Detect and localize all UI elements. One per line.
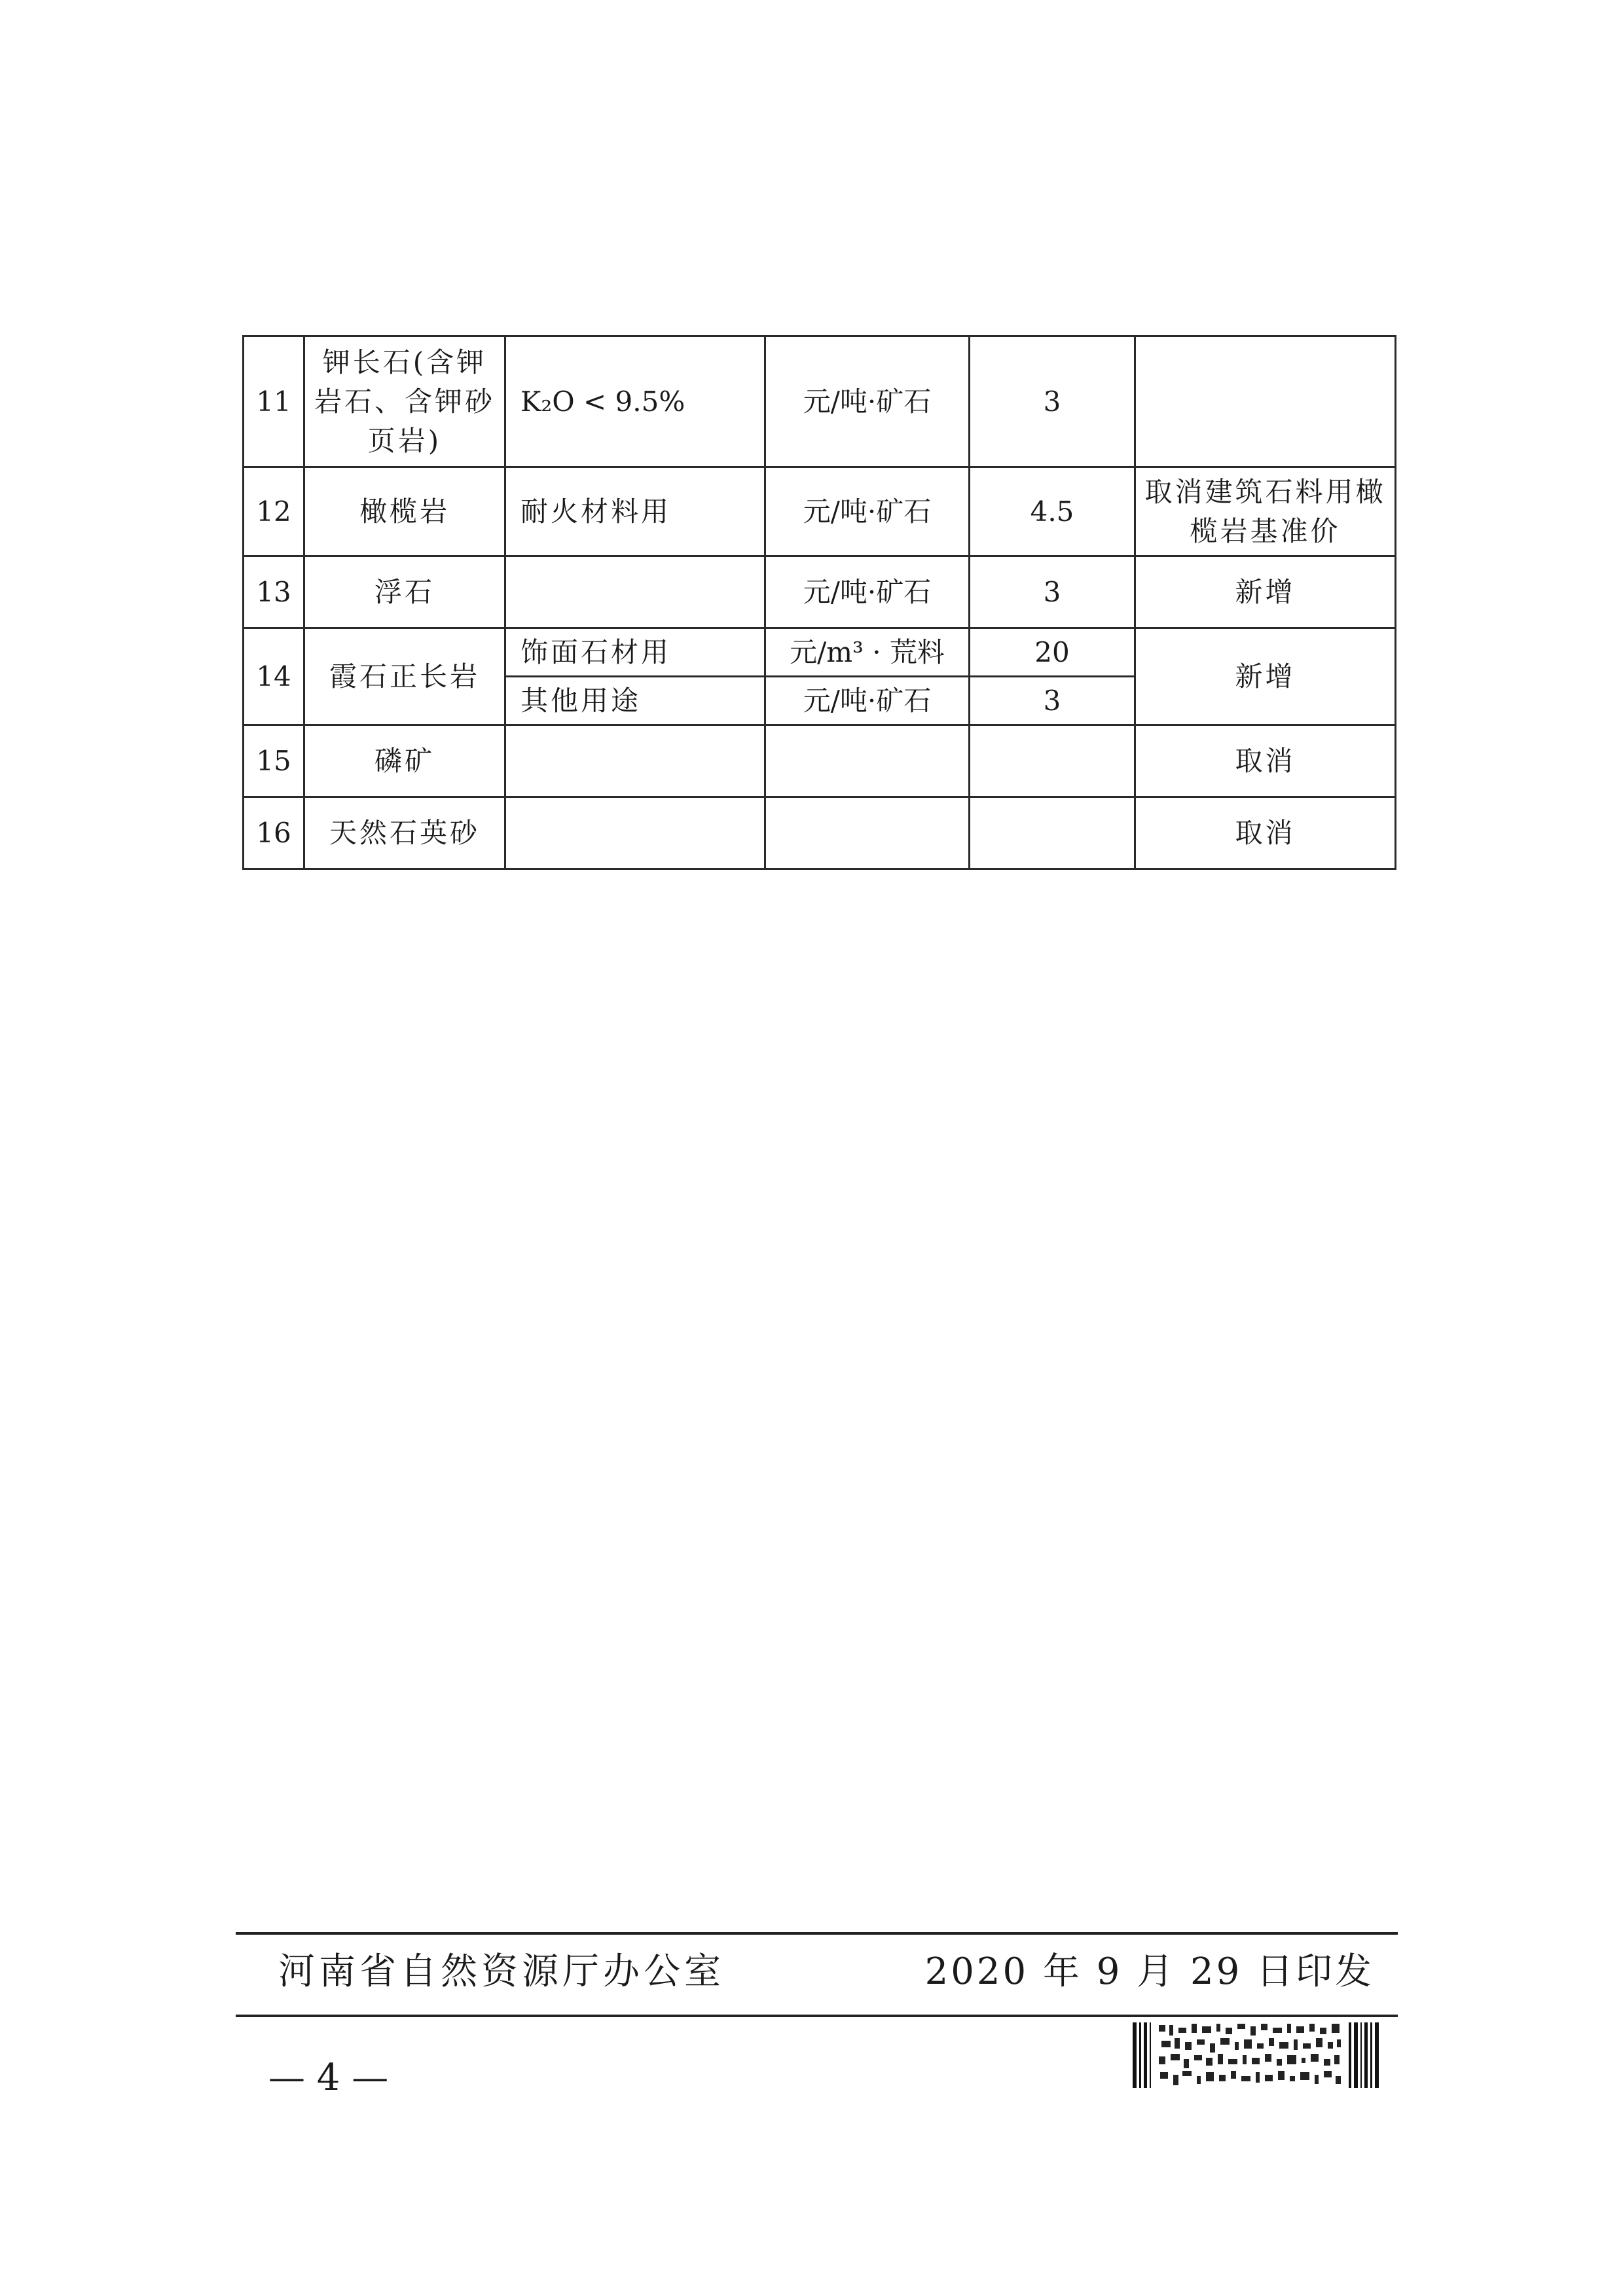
row-number: 12 (244, 467, 304, 556)
mineral-use (505, 725, 765, 797)
remark: 取消 (1135, 797, 1396, 869)
mineral-name: 钾长石(含钾岩石、含钾砂页岩) (304, 336, 505, 467)
mineral-name: 浮石 (304, 556, 505, 628)
base-price: 4.5 (970, 467, 1135, 556)
price-unit: 元/m³ · 荒料 (765, 628, 970, 677)
remark: 取消建筑石料用橄榄岩基准价 (1135, 467, 1396, 556)
table-row (244, 556, 1396, 628)
mineral-name: 橄榄岩 (304, 467, 505, 556)
mineral-use: K₂O < 9.5% (505, 336, 765, 467)
row-number: 16 (244, 797, 304, 869)
barcode-icon (1133, 2022, 1381, 2088)
base-price: 3 (970, 336, 1135, 467)
table-row (244, 467, 1396, 556)
row-number: 13 (244, 556, 304, 628)
issuing-office: 河南省自然资源厅办公室 (278, 1950, 725, 1993)
mineral-name: 磷矿 (304, 725, 505, 797)
table-row (244, 797, 1396, 869)
price-unit (765, 797, 970, 869)
price-unit: 元/吨·矿石 (765, 556, 970, 628)
remark (1135, 336, 1396, 467)
mineral-price-table (242, 335, 1396, 870)
base-price: 3 (970, 556, 1135, 628)
footer-bottom-rule (236, 2015, 1398, 2017)
price-unit (765, 725, 970, 797)
table-row (244, 336, 1396, 467)
issue-date: 2020 年 9 月 29 日印发 (924, 1950, 1374, 1993)
remark: 取消 (1135, 725, 1396, 797)
remark: 新增 (1135, 556, 1396, 628)
mineral-name: 天然石英砂 (304, 797, 505, 869)
base-price: 3 (970, 677, 1135, 725)
row-number: 14 (244, 628, 304, 725)
page-number: — 4 — (268, 2056, 389, 2099)
table-row (244, 628, 1396, 677)
base-price: 20 (970, 628, 1135, 677)
remark: 新增 (1135, 628, 1396, 725)
footer-top-rule (236, 1932, 1398, 1935)
price-unit: 元/吨·矿石 (765, 677, 970, 725)
mineral-use: 其他用途 (505, 677, 765, 725)
mineral-use: 耐火材料用 (505, 467, 765, 556)
mineral-use (505, 556, 765, 628)
row-number: 11 (244, 336, 304, 467)
price-unit: 元/吨·矿石 (765, 467, 970, 556)
price-unit: 元/吨·矿石 (765, 336, 970, 467)
mineral-name: 霞石正长岩 (304, 628, 505, 725)
mineral-use: 饰面石材用 (505, 628, 765, 677)
mineral-use (505, 797, 765, 869)
base-price (970, 797, 1135, 869)
base-price (970, 725, 1135, 797)
table-row (244, 725, 1396, 797)
row-number: 15 (244, 725, 304, 797)
